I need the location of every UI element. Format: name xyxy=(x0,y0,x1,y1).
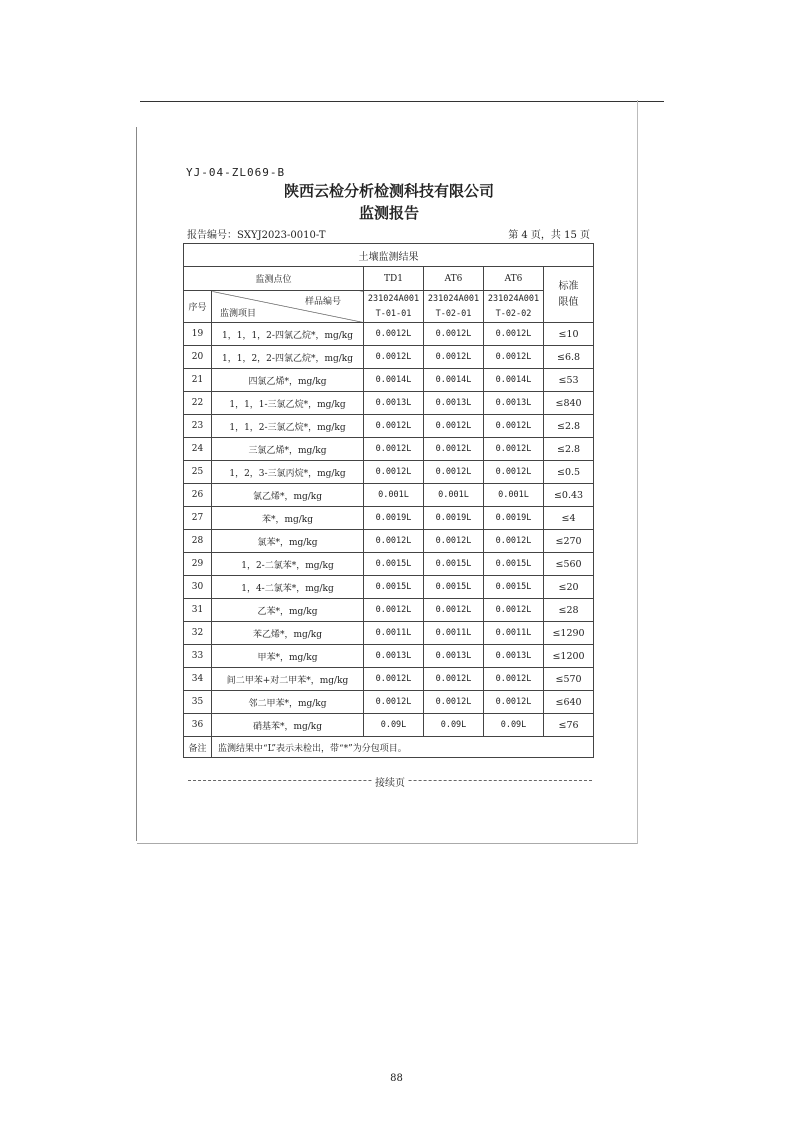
row-value-1: 0.0014L xyxy=(364,369,424,392)
row-number: 25 xyxy=(184,461,212,484)
row-number: 20 xyxy=(184,346,212,369)
row-value-3: 0.0013L xyxy=(484,645,544,668)
row-item: 1，1，2-三氯乙烷*，mg/kg xyxy=(212,415,364,438)
row-number: 24 xyxy=(184,438,212,461)
sample-id-2-line2: T-02-01 xyxy=(435,308,472,319)
row-item: 硝基苯*，mg/kg xyxy=(212,714,364,737)
row-item: 1，2，3-三氯丙烷*，mg/kg xyxy=(212,461,364,484)
row-number: 32 xyxy=(184,622,212,645)
row-limit: ≤10 xyxy=(544,323,594,346)
row-value-3: 0.0012L xyxy=(484,668,544,691)
row-value-2: 0.0012L xyxy=(424,668,484,691)
row-value-1: 0.0015L xyxy=(364,553,424,576)
row-limit: ≤0.43 xyxy=(544,484,594,507)
row-value-1: 0.0012L xyxy=(364,530,424,553)
row-value-3: 0.0013L xyxy=(484,392,544,415)
row-item: 邻二甲苯*，mg/kg xyxy=(212,691,364,714)
row-value-1: 0.09L xyxy=(364,714,424,737)
row-item: 甲苯*，mg/kg xyxy=(212,645,364,668)
sample-id-2-line1: 231024A001 xyxy=(427,293,480,304)
table-row xyxy=(184,714,594,737)
row-value-3: 0.0011L xyxy=(484,622,544,645)
row-value-2: 0.0012L xyxy=(424,346,484,369)
row-limit: ≤2.8 xyxy=(544,438,594,461)
row-limit: ≤2.8 xyxy=(544,415,594,438)
table-row xyxy=(184,484,594,507)
row-item: 乙苯*，mg/kg xyxy=(212,599,364,622)
row-limit: ≤4 xyxy=(544,507,594,530)
table-row xyxy=(184,438,594,461)
table-row xyxy=(184,622,594,645)
continued-label-wrap xyxy=(188,774,592,789)
row-number: 31 xyxy=(184,599,212,622)
table-row xyxy=(184,323,594,346)
row-item: 氯乙烯*，mg/kg xyxy=(212,484,364,507)
row-number: 33 xyxy=(184,645,212,668)
row-number: 22 xyxy=(184,392,212,415)
row-item: 1，2-二氯苯*，mg/kg xyxy=(212,553,364,576)
continued-page-marker xyxy=(188,774,592,789)
row-limit: ≤1200 xyxy=(544,645,594,668)
row-number: 34 xyxy=(184,668,212,691)
row-limit: ≤560 xyxy=(544,553,594,576)
row-limit: ≤840 xyxy=(544,392,594,415)
row-value-2: 0.0015L xyxy=(424,553,484,576)
row-limit: ≤270 xyxy=(544,530,594,553)
monitoring-point-label: 监测点位 xyxy=(184,267,364,291)
row-number: 29 xyxy=(184,553,212,576)
row-item: 间二甲苯+对二甲苯*，mg/kg xyxy=(212,668,364,691)
sample-id-3 xyxy=(484,291,544,323)
remark-label: 备注 xyxy=(184,737,212,758)
row-value-2: 0.0012L xyxy=(424,691,484,714)
row-item: 三氯乙烯*，mg/kg xyxy=(212,438,364,461)
monitoring-item-label: 监测项目 xyxy=(220,309,257,319)
sample-id-3-line1: 231024A001 xyxy=(487,293,540,304)
row-value-3: 0.09L xyxy=(484,714,544,737)
row-number: 23 xyxy=(184,415,212,438)
organization-name: 陕西云检分析检测科技有限公司 xyxy=(283,182,494,200)
report-title: 监测报告 xyxy=(358,204,419,222)
row-item: 1，4-二氯苯*，mg/kg xyxy=(212,576,364,599)
row-value-2: 0.001L xyxy=(424,484,484,507)
report-number: 报告编号：SXYJ2023-0010-T xyxy=(187,230,326,241)
row-value-2: 0.0015L xyxy=(424,576,484,599)
row-value-2: 0.0012L xyxy=(424,415,484,438)
table-row xyxy=(184,346,594,369)
row-value-2: 0.09L xyxy=(424,714,484,737)
row-limit: ≤640 xyxy=(544,691,594,714)
row-value-1: 0.0012L xyxy=(364,438,424,461)
row-value-1: 0.0012L xyxy=(364,415,424,438)
row-item: 1，1，1-三氯乙烷*，mg/kg xyxy=(212,392,364,415)
row-value-2: 0.0012L xyxy=(424,438,484,461)
row-limit: ≤20 xyxy=(544,576,594,599)
row-value-2: 0.0012L xyxy=(424,530,484,553)
table-row xyxy=(184,553,594,576)
table-row xyxy=(184,668,594,691)
row-limit: ≤1290 xyxy=(544,622,594,645)
row-value-1: 0.0019L xyxy=(364,507,424,530)
limit-header xyxy=(544,267,594,323)
row-value-3: 0.0012L xyxy=(484,599,544,622)
row-number: 30 xyxy=(184,576,212,599)
row-value-2: 0.0012L xyxy=(424,461,484,484)
row-value-1: 0.0015L xyxy=(364,576,424,599)
row-value-1: 0.0012L xyxy=(364,323,424,346)
row-value-1: 0.0012L xyxy=(364,668,424,691)
row-value-3: 0.0019L xyxy=(484,507,544,530)
row-value-3: 0.0015L xyxy=(484,576,544,599)
frame-right-border xyxy=(637,100,638,844)
page-of-total: 第 4 页，共 15 页 xyxy=(508,230,590,241)
row-value-3: 0.0012L xyxy=(484,461,544,484)
limit-header-label: 标准限值 xyxy=(558,280,579,308)
row-number: 28 xyxy=(184,530,212,553)
row-value-1: 0.0012L xyxy=(364,691,424,714)
table-row xyxy=(184,576,594,599)
table-row xyxy=(184,415,594,438)
row-value-3: 0.0014L xyxy=(484,369,544,392)
row-value-3: 0.0012L xyxy=(484,530,544,553)
row-item: 1，1，1，2-四氯乙烷*，mg/kg xyxy=(212,323,364,346)
row-limit: ≤76 xyxy=(544,714,594,737)
row-value-2: 0.0019L xyxy=(424,507,484,530)
sample-id-1 xyxy=(364,291,424,323)
row-value-1: 0.001L xyxy=(364,484,424,507)
table-row xyxy=(184,392,594,415)
table-row xyxy=(184,599,594,622)
seq-header: 序号 xyxy=(184,291,212,323)
row-item: 氯苯*，mg/kg xyxy=(212,530,364,553)
row-number: 27 xyxy=(184,507,212,530)
frame-left-border xyxy=(136,127,137,841)
point-2: AT6 xyxy=(424,267,484,291)
document-code: YJ-04-ZL069-B xyxy=(186,166,286,179)
soil-results-table xyxy=(183,243,594,758)
row-value-3: 0.0012L xyxy=(484,346,544,369)
row-value-1: 0.0012L xyxy=(364,461,424,484)
row-value-2: 0.0013L xyxy=(424,645,484,668)
row-item: 四氯乙烯*，mg/kg xyxy=(212,369,364,392)
point-3: AT6 xyxy=(484,267,544,291)
row-number: 19 xyxy=(184,323,212,346)
table-title: 土壤监测结果 xyxy=(184,244,594,267)
row-number: 21 xyxy=(184,369,212,392)
page-number: 88 xyxy=(390,1073,403,1084)
row-value-1: 0.0012L xyxy=(364,599,424,622)
table-row xyxy=(184,691,594,714)
row-item: 1，1，2，2-四氯乙烷*，mg/kg xyxy=(212,346,364,369)
continued-label: 接续页 xyxy=(375,778,405,789)
sample-id-1-line2: T-01-01 xyxy=(375,308,412,319)
table-row xyxy=(184,461,594,484)
row-value-3: 0.001L xyxy=(484,484,544,507)
diagonal-header-cell xyxy=(212,291,364,323)
row-limit: ≤6.8 xyxy=(544,346,594,369)
row-item: 苯乙烯*，mg/kg xyxy=(212,622,364,645)
row-number: 35 xyxy=(184,691,212,714)
row-value-2: 0.0012L xyxy=(424,599,484,622)
row-value-3: 0.0015L xyxy=(484,553,544,576)
row-number: 26 xyxy=(184,484,212,507)
top-rule xyxy=(140,101,664,102)
sample-id-2 xyxy=(424,291,484,323)
remark-text: 监测结果中“L”表示未检出，带“*”为分包项目。 xyxy=(212,737,594,758)
table-row xyxy=(184,507,594,530)
row-value-1: 0.0011L xyxy=(364,622,424,645)
sample-number-label: 样品编号 xyxy=(304,297,341,307)
row-value-3: 0.0012L xyxy=(484,438,544,461)
row-value-1: 0.0013L xyxy=(364,645,424,668)
table-row xyxy=(184,530,594,553)
row-value-3: 0.0012L xyxy=(484,323,544,346)
row-limit: ≤570 xyxy=(544,668,594,691)
row-value-3: 0.0012L xyxy=(484,415,544,438)
row-value-2: 0.0011L xyxy=(424,622,484,645)
row-value-2: 0.0012L xyxy=(424,323,484,346)
row-limit: ≤53 xyxy=(544,369,594,392)
sample-id-3-line2: T-02-02 xyxy=(495,308,532,319)
row-value-1: 0.0013L xyxy=(364,392,424,415)
row-number: 36 xyxy=(184,714,212,737)
table-row xyxy=(184,369,594,392)
row-limit: ≤28 xyxy=(544,599,594,622)
row-value-2: 0.0013L xyxy=(424,392,484,415)
table-row xyxy=(184,645,594,668)
row-value-3: 0.0012L xyxy=(484,691,544,714)
sample-id-1-line1: 231024A001 xyxy=(367,293,420,304)
row-value-1: 0.0012L xyxy=(364,346,424,369)
frame-bottom-border xyxy=(137,843,637,844)
row-value-2: 0.0014L xyxy=(424,369,484,392)
row-limit: ≤0.5 xyxy=(544,461,594,484)
row-item: 苯*，mg/kg xyxy=(212,507,364,530)
point-1: TD1 xyxy=(364,267,424,291)
